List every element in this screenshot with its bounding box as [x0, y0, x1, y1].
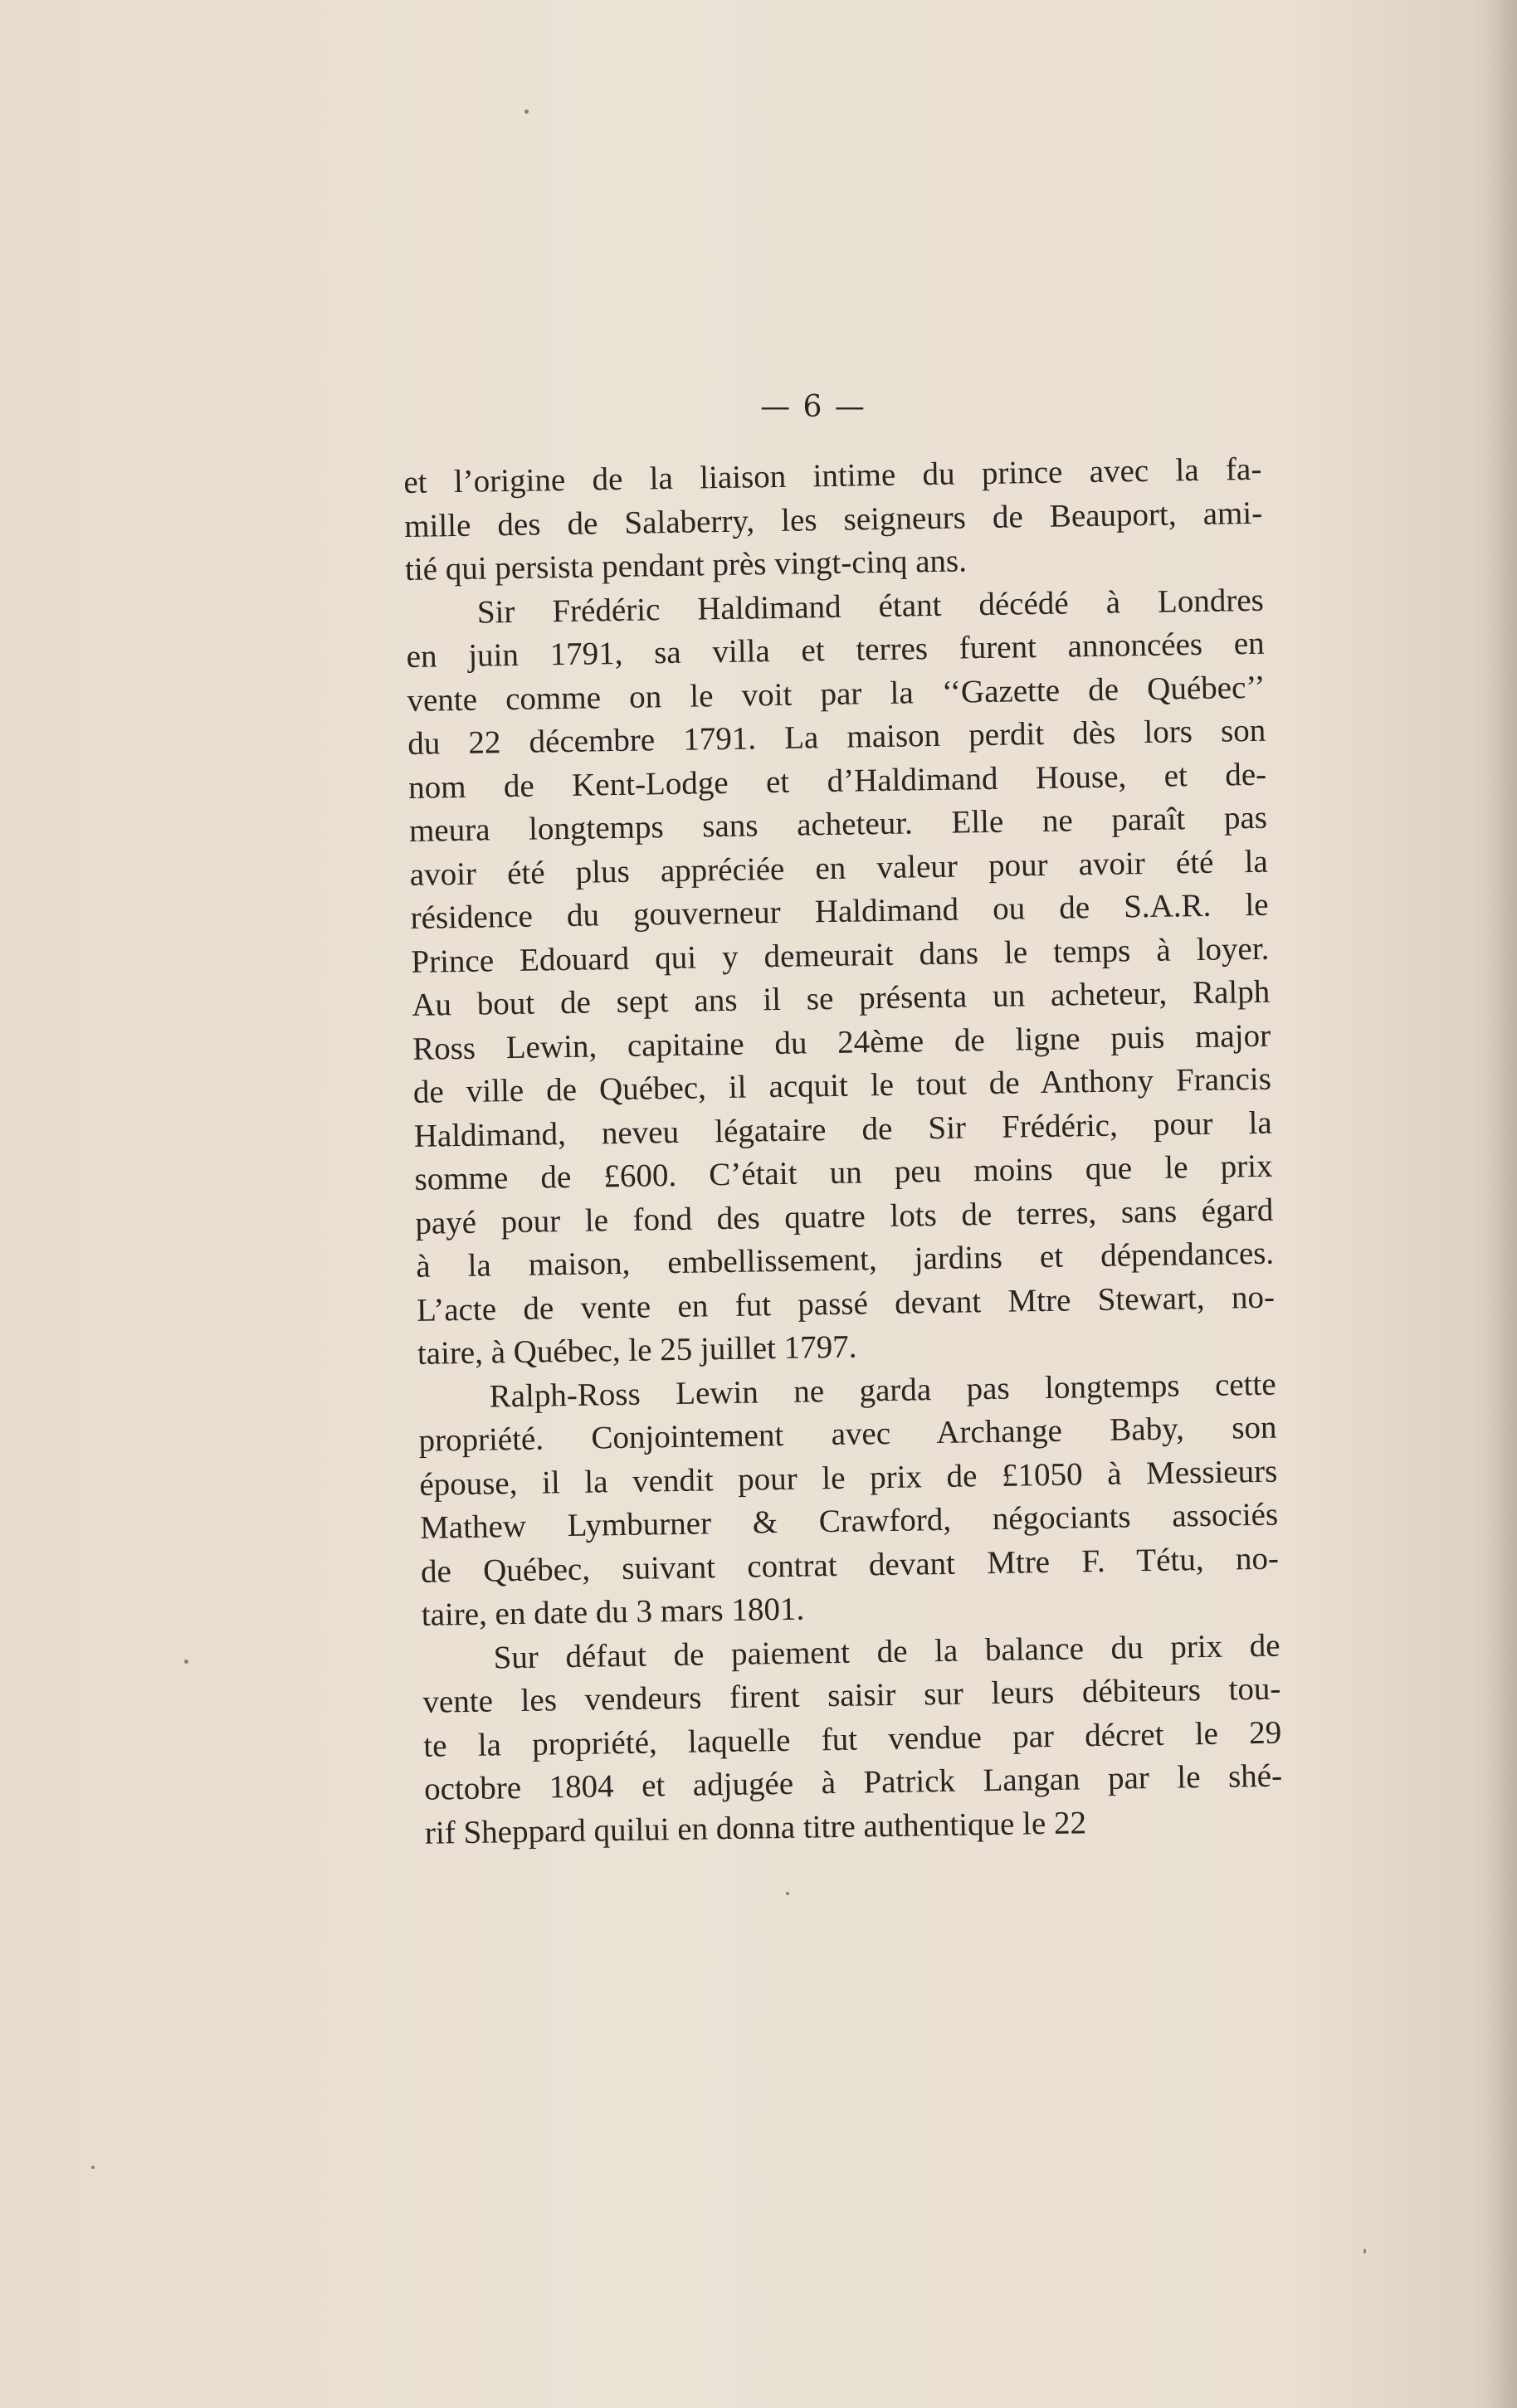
text-line: mille des de Salaberry, les seigneurs de Beauport, ami- — [403, 495, 1263, 544]
text-line: te la propriété, laquelle fut vendue par décret le 29 — [422, 1714, 1282, 1764]
paper-speck — [524, 110, 529, 114]
text-line: Ralph-Ross Lewin ne garda pas longtemps cette — [489, 1366, 1276, 1415]
text-line: et l’origine de la liaison intime du prince avec la fa- — [403, 451, 1262, 500]
text-line: vente les vendeurs firent saisir sur leurs débiteurs tou- — [422, 1670, 1281, 1720]
text-line: de ville de Québec, il acquit le tout de Anthony Francis — [412, 1060, 1272, 1110]
text-line: somme de £600. C’était un peu moins que le prix — [414, 1148, 1273, 1197]
text-line: meura longtemps sans acheteur. Elle ne paraît pas — [408, 799, 1268, 849]
paper-speck — [184, 1660, 188, 1664]
text-line: du 22 décembre 1791. La maison perdit dès lors son — [407, 712, 1266, 762]
page-number: — 6 — — [760, 390, 866, 424]
text-line: Mathew Lymburner & Crawford, négociants associés — [419, 1496, 1279, 1546]
text-line: épouse, il la vendit pour le prix de £1050 à Messieurs — [419, 1453, 1278, 1503]
text-line: Sir Frédéric Haldimand étant décédé à Londres — [476, 582, 1265, 631]
text-line: à la maison, embellissement, jardins et dépendances. — [415, 1235, 1275, 1284]
text-line: vente comme on le voit par la ‘‘Gazette de Québec’’ — [407, 669, 1266, 719]
paper-speck — [91, 2166, 95, 2169]
text-line: de Québec, suivant contrat devant Mtre F. Tétu, no- — [420, 1540, 1280, 1590]
page-edge-shadow — [1489, 0, 1517, 2408]
paragraph — [422, 1624, 1283, 1855]
text-line: payé pour le fond des quatre lots de terres, sans égard — [415, 1192, 1274, 1241]
text-line: Sur défaut de paiement de la balance du prix de — [493, 1627, 1280, 1675]
text-line: taire, à Québec, le 25 juillet 1797. — [417, 1328, 857, 1372]
paper-speck — [1363, 2249, 1366, 2254]
text-line: en juin 1791, sa villa et terres furent annoncées en — [406, 625, 1265, 675]
text-line: nom de Kent-Lodge et d’Haldimand House, et de- — [407, 756, 1267, 806]
text-line: tié qui persista pendant près vingt-cinq ans. — [404, 543, 968, 587]
text-line: taire, en date du 3 mars 1801. — [421, 1591, 805, 1633]
paragraph — [405, 578, 1276, 1376]
text-line: propriété. Conjointement avec Archange Baby, son — [418, 1409, 1277, 1459]
text-line: Prince Edouard qui y demeurait dans le temps à loyer. — [411, 930, 1270, 980]
text-line: Haldimand, neveu légataire de Sir Frédéric, pour la — [413, 1104, 1272, 1154]
text-line: avoir été plus appréciée en valeur pour avoir été la — [409, 843, 1269, 893]
text-line: rif Sheppard quilui en donna titre authentique le 22 — [424, 1804, 1087, 1851]
paragraph — [403, 448, 1263, 592]
paragraph — [417, 1362, 1280, 1637]
body-text — [403, 448, 1283, 1855]
text-line: Au bout de sept ans il se présenta un acheteur, Ralph — [411, 973, 1271, 1023]
paper-speck — [786, 1892, 789, 1895]
text-line: L’acte de vente en fut passé devant Mtre Stewart, no- — [416, 1279, 1276, 1328]
text-line: octobre 1804 et adjugée à Patrick Langan par le shé- — [423, 1757, 1283, 1807]
text-line: résidence du gouverneur Haldimand ou de S.A.R. le — [410, 886, 1269, 936]
text-line: Ross Lewin, capitaine du 24ème de ligne puis major — [412, 1017, 1271, 1067]
